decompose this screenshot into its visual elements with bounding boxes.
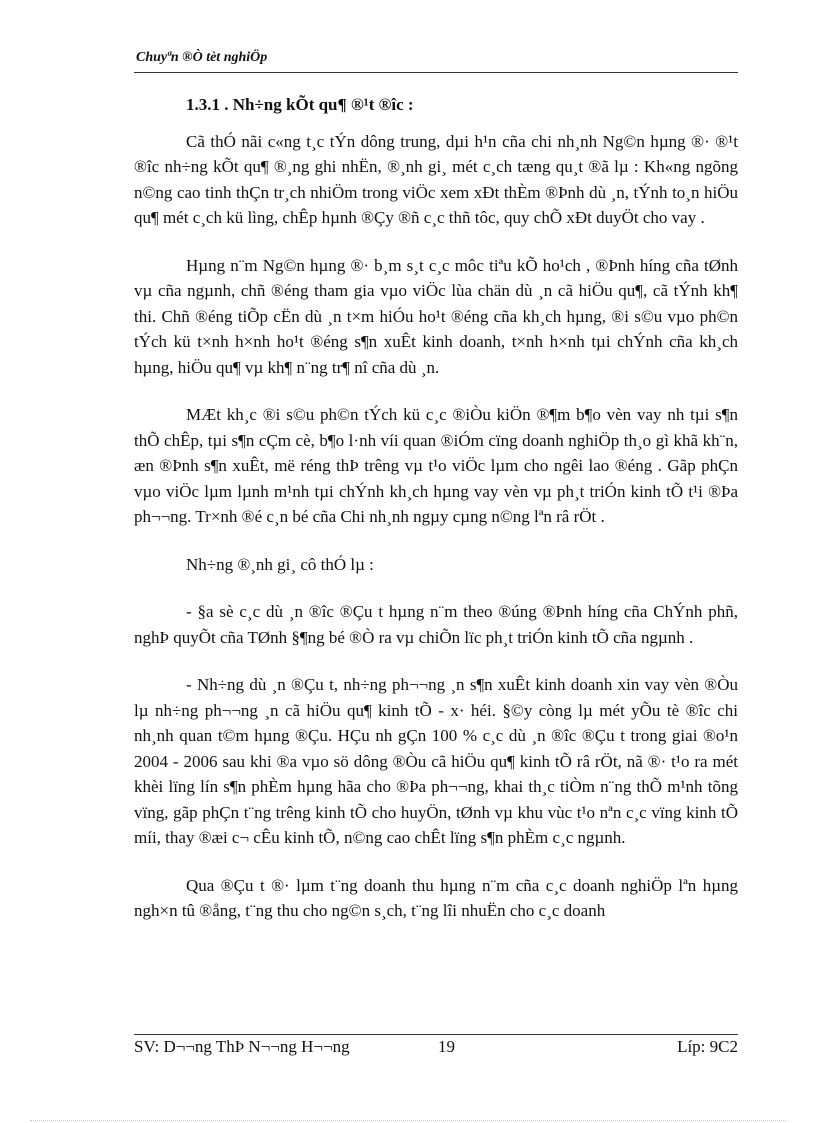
document-body: [134, 92, 738, 946]
paragraph-2: Hµng n¨m Ng©n hµng ®· b¸m s¸t c¸c môc tiªu kÕ ho¹ch , ®Þnh híng cña tØnh vµ cña ngµnh, chñ ®éng tham gia vµo viÖc lùa chän dù ¸n cã hiÖu qu¶, cã tÝnh kh¶ thi. Chñ ®éng tiÕp cËn dù ¸n t×m hiÓu ho¹t ®éng cña kh¸ch hµng, ®i s©u vµo ph©n tÝch kü t×nh h×nh ho¹t ®éng s¶n xuÊt kinh doanh, t×nh h×nh tµi chÝnh cña kh¸ch hµng, hiÖu qu¶ vµ kh¶ n¨ng tr¶ nî cña dù ¸n.: [134, 255, 738, 377]
paragraph-5: - §a sè c¸c dù ¸n ®îc ®Çu t hµng n¨m theo ®úng ®Þnh híng cña ChÝnh phñ, nghÞ quyÕt cña TØnh §¶ng bé ®Ò ra vµ chiÕn lïc ph¸t triÓn kinh tÕ cña ngµnh .: [134, 602, 738, 647]
footer-divider: [134, 1034, 738, 1035]
document-header-title: Chuyªn ®Ò tèt nghiÖp: [136, 50, 268, 65]
page-bottom-border: [30, 1120, 786, 1121]
paragraph-4: Nh÷ng ®¸nh gi¸ cô thÓ lµ :: [186, 554, 374, 574]
footer-page-number: 19: [438, 1037, 455, 1056]
footer-class: Líp: 9C2: [677, 1037, 738, 1056]
paragraph-6: - Nh÷ng dù ¸n ®Çu t, nh÷ng ph¬¬ng ¸n s¶n xuÊt kinh doanh xin vay vèn ®Òu lµ nh÷ng ph¬¬ng ¸n cã hiÖu qu¶ kinh tÕ - x· héi. §©y còng lµ mét yÕu tè ®îc chi nh¸nh quan t©m hµng ®Çu. HÇu nh gÇn 100 % c¸c dù ¸n ®îc ®Çu t trong giai ®o¹n 2004 - 2006 sau khi ®a vµo sö dông ®Òu cã hiÖu qu¶ kinh tÕ râ rÖt, nã ®· t¹o ra mét khèi lïng lín s¶n phÈm hµng hãa cho ®Þa ph¬¬ng, khai th¸c tiÒm n¨ng thÕ m¹nh tõng vïng, gãp phÇn t¨ng trêng kinh tÕ cho huyÖn, tØnh vµ khu vùc t¹o nªn c¸c vïng kinh tÕ míi, thay ®æi c¬ cÊu kinh tÕ, n©ng cao chÊt lïng s¶n phÈm c¸c ngµnh.: [134, 675, 738, 847]
paragraph-1: Cã thÓ nãi c«ng t¸c tÝn dông trung, dµi h¹n cña chi nh¸nh Ng©n hµng ®· ®¹t ®îc nh÷ng kÕt qu¶ ®¸ng ghi nhËn, ®¸nh gi¸ mét c¸ch tæng qu¸t ®ã lµ : Kh«ng ngõng n©ng cao tinh thÇn tr¸ch nhiÖm trong viÖc xem xÐt thÈm ®Þnh dù ¸n, tÝnh to¸n hiÖu qu¶ mét c¸ch kü lìng, chÊp hµnh ®Çy ®ñ c¸c thñ tôc, quy chÕ xÐt duyÖt cho vay .: [134, 131, 738, 227]
footer-student-name: SV: D¬¬ng ThÞ N¬¬ng H¬¬ng: [134, 1037, 350, 1056]
paragraph-3: MÆt kh¸c ®i s©u ph©n tÝch kü c¸c ®iÒu kiÖn ®¶m b¶o vèn vay nh tµi s¶n thÕ chÊp, tµi s¶n cÇm cè, b¶o l·nh víi quan ®iÓm cïng doanh nghiÖp th¸o gì khã kh¨n, æn ®Þnh s¶n xuÊt, më réng thÞ trêng vµ t¹o viÖc lµm cho ngêi lao ®éng . Gãp phÇn vµo viÖc lµm lµnh m¹nh tµi chÝnh kh¸ch hµng vay vèn vµ ph¸t triÓn kinh tÕ t¹i ®Þa ph¬¬ng. Tr×nh ®é c¸n bé cña Chi nh¸nh ngµy cµng n©ng lªn râ rÖt .: [134, 405, 738, 526]
header-divider: [134, 72, 738, 73]
section-heading: 1.3.1 . Nh÷ng kÕt qu¶ ®¹t ®îc :: [186, 95, 414, 114]
paragraph-7: Qua ®Çu t ®· lµm t¨ng doanh thu hµng n¨m cña c¸c doanh nghiÖp lªn hµng ngh×n tû ®ång, t¨ng thu cho ng©n s¸ch, t¨ng lîi nhuËn cho c¸c doanh: [134, 875, 738, 920]
page-footer: [134, 1037, 738, 1063]
